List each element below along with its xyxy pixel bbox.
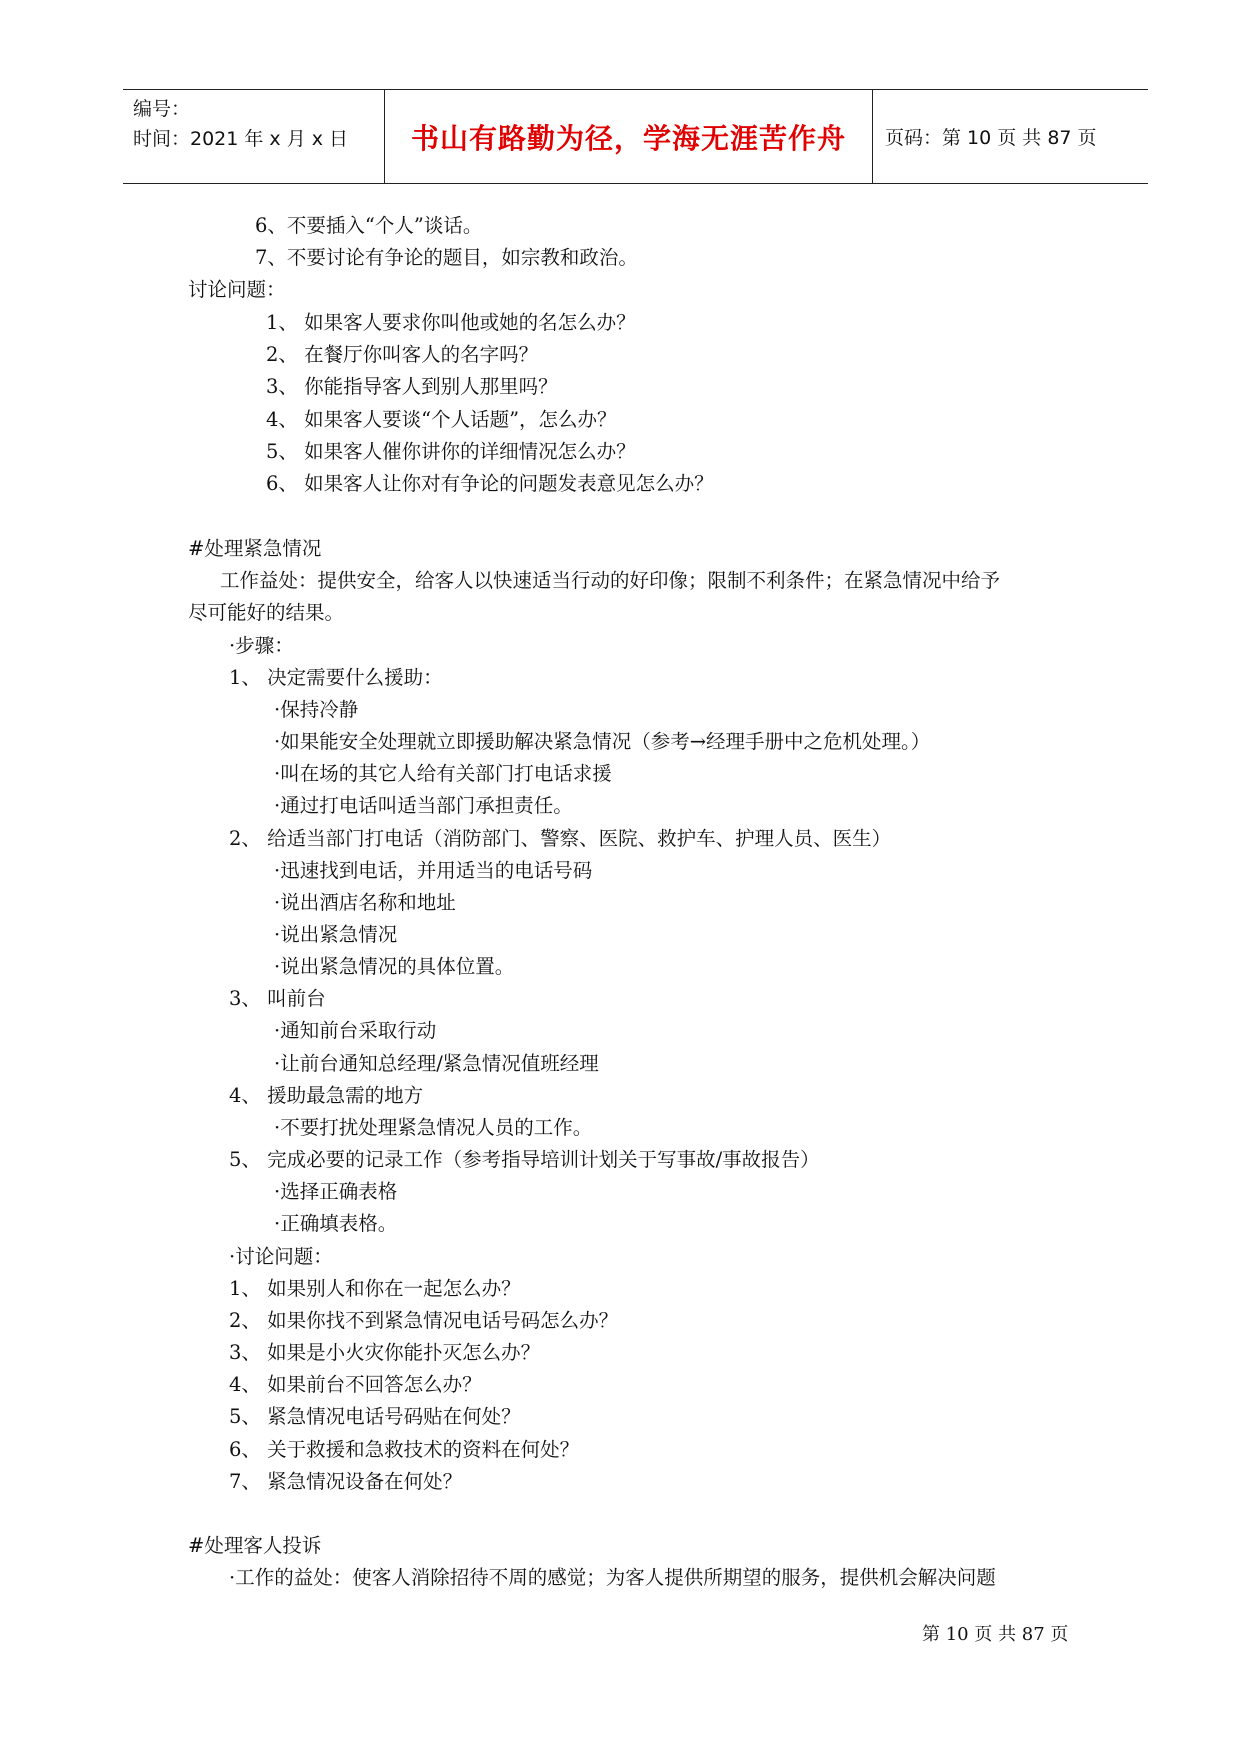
page-footer: 第 10 页 共 87 页: [922, 1624, 1069, 1645]
question-item: 2、 在餐厅你叫客人的名字吗？: [266, 343, 539, 366]
rule-line: 7、不要讨论有争论的题目，如宗教和政治。: [255, 246, 638, 269]
step-item: 1、 决定需要什么援助：: [229, 666, 443, 689]
bullet-item: ·正确填表格。: [274, 1212, 398, 1235]
paragraph-line: ·工作的益处：使客人消除招待不周的感觉；为客人提供所期望的服务，提供机会解决问题: [229, 1566, 996, 1589]
bullet-item: ·通知前台采取行动: [274, 1019, 437, 1042]
question-item: 1、 如果客人要求你叫他或她的名怎么办？: [266, 311, 636, 334]
bullet-item: ·说出紧急情况: [274, 923, 398, 946]
bullet-item: ·保持冷静: [274, 698, 359, 721]
bullet-item: ·如果能安全处理就立即援助解决紧急情况（参考→经理手册中之危机处理。）: [274, 730, 931, 753]
bullet-item: ·说出紧急情况的具体位置。: [274, 955, 515, 978]
bullet-item: ·不要打扰处理紧急情况人员的工作。: [274, 1116, 593, 1139]
header-left-cell: [123, 90, 385, 183]
bullet-item: ·选择正确表格: [274, 1180, 398, 1203]
step-item: 5、 完成必要的记录工作（参考指导培训计划关于写事故/事故报告）: [229, 1148, 820, 1171]
question-item: 6、 如果客人让你对有争论的问题发表意见怎么办？: [266, 472, 714, 495]
header-page-cell: [873, 90, 1148, 183]
question-item: 5、 如果客人催你讲你的详细情况怎么办？: [266, 440, 636, 463]
question-item: 7、 紧急情况设备在何处？: [229, 1470, 463, 1493]
document-number-label: 编号：: [133, 98, 191, 120]
step-item: 4、 援助最急需的地方: [229, 1084, 424, 1107]
header-motto: 书山有路勤为径，学海无涯苦作舟: [385, 90, 873, 183]
bullet-item: ·让前台通知总经理/紧急情况值班经理: [274, 1052, 599, 1075]
bullet-item: ·叫在场的其它人给有关部门打电话求援: [274, 762, 612, 785]
bullet-item: ·通过打电话叫适当部门承担责任。: [274, 794, 573, 817]
question-item: 2、 如果你找不到紧急情况电话号码怎么办？: [229, 1309, 619, 1332]
question-item: 1、 如果别人和你在一起怎么办？: [229, 1277, 521, 1300]
step-item: 2、 给适当部门打电话（消防部门、警察、医院、救护车、护理人员、医生）: [229, 827, 892, 850]
bullet-item: ·迅速找到电话，并用适当的电话号码: [274, 859, 593, 882]
document-time-label: 时间：2021 年 x 月 x 日: [133, 128, 349, 150]
subheading: ·步骤：: [229, 634, 294, 657]
rule-line: 6、不要插入“个人”谈话。: [255, 214, 483, 237]
page-header: [123, 89, 1148, 184]
question-item: 3、 你能指导客人到别人那里吗？: [266, 375, 558, 398]
section-heading: #处理客人投诉: [188, 1534, 322, 1557]
question-item: 5、 紧急情况电话号码贴在何处？: [229, 1405, 521, 1428]
header-page-label: 页码：第 10 页 共 87 页: [885, 127, 1097, 149]
question-item: 6、 关于救援和急救技术的资料在何处？: [229, 1438, 580, 1461]
paragraph-line: 尽可能好的结果。: [188, 601, 345, 624]
question-item: 4、 如果前台不回答怎么办？: [229, 1373, 482, 1396]
step-item: 3、 叫前台: [229, 987, 326, 1010]
question-item: 4、 如果客人要谈“个人话题”，怎么办？: [266, 408, 617, 431]
paragraph-line: 工作益处：提供安全，给客人以快速适当行动的好印像；限制不利条件；在紧急情况中给予: [220, 569, 1001, 592]
subheading: ·讨论问题：: [229, 1245, 333, 1268]
bullet-item: ·说出酒店名称和地址: [274, 891, 456, 914]
question-item: 3、 如果是小火灾你能扑灭怎么办？: [229, 1341, 541, 1364]
section-heading: 讨论问题：: [188, 278, 286, 301]
section-heading: #处理紧急情况: [188, 537, 322, 560]
